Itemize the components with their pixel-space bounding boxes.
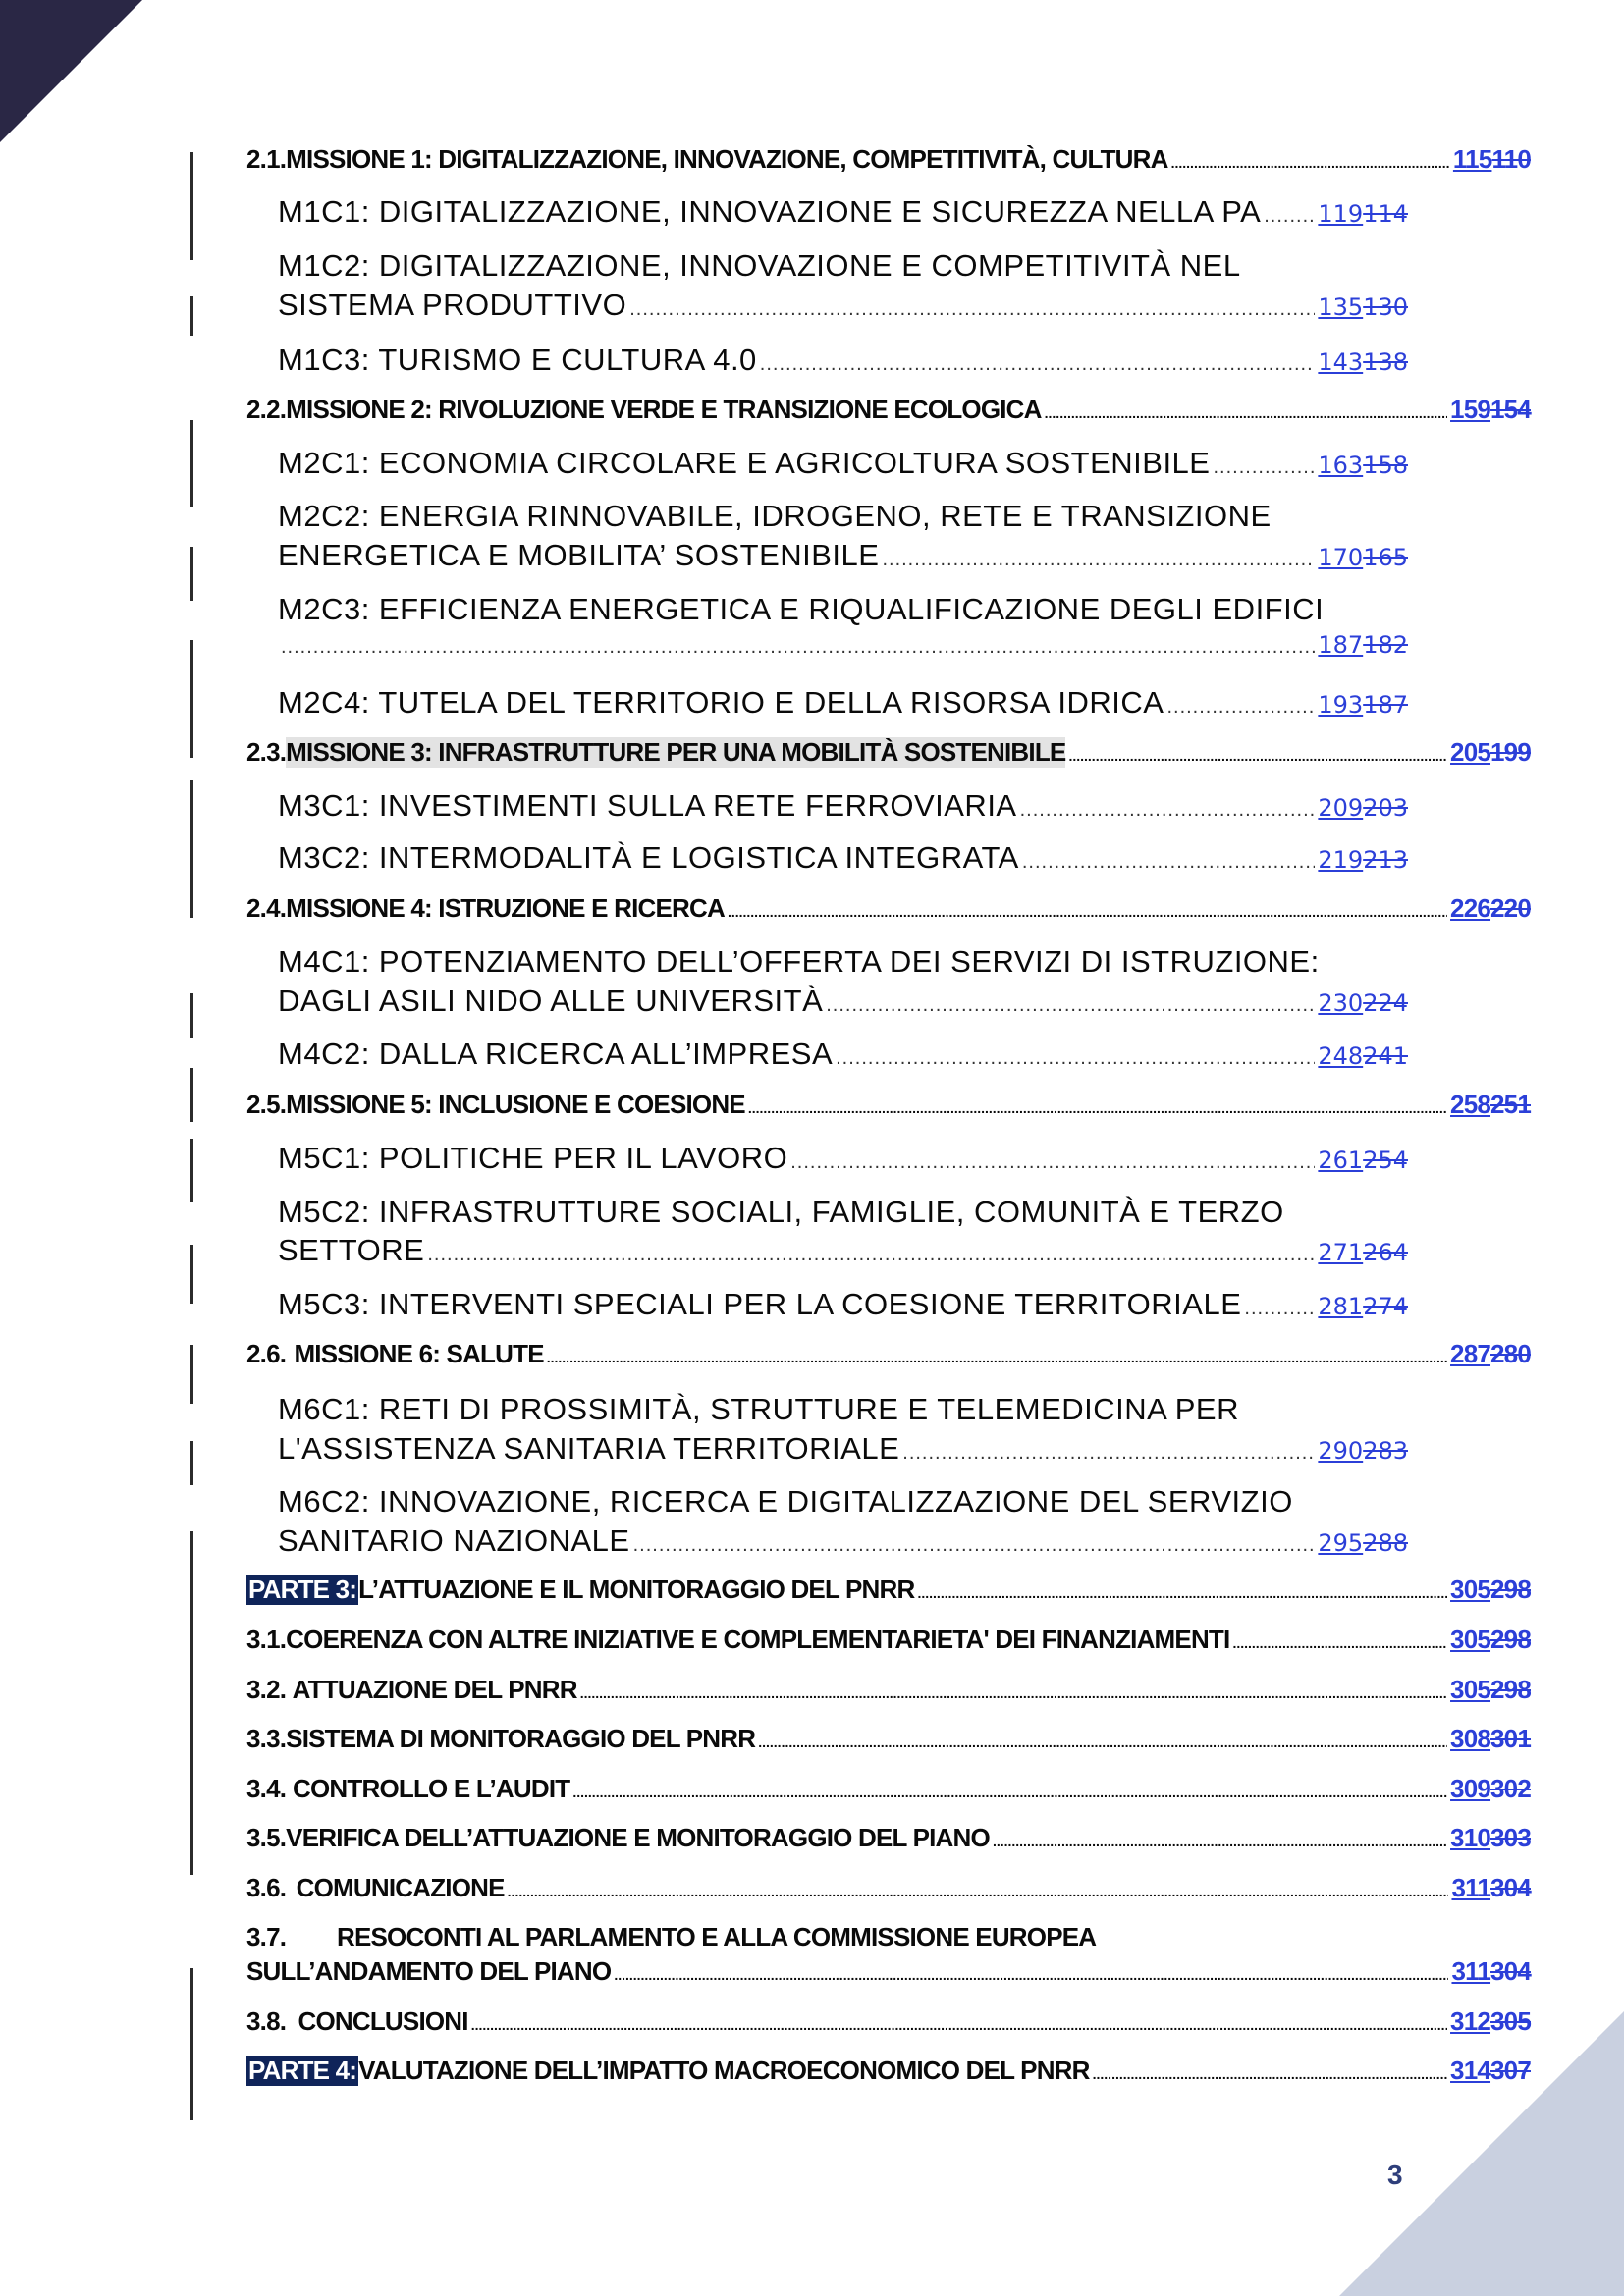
page-number-old-struck: 130 — [1363, 294, 1408, 321]
dot-leader — [758, 1735, 1447, 1750]
toc-entry[interactable] — [278, 446, 1408, 481]
toc-entry[interactable] — [278, 1141, 1408, 1176]
toc-entry[interactable] — [278, 343, 1408, 378]
toc-entry[interactable] — [246, 2056, 1531, 2086]
page-number-new: 295 — [1318, 1529, 1364, 1557]
toc-entry-first-line[interactable] — [278, 248, 1408, 284]
dot-leader — [1068, 748, 1447, 764]
change-bar — [190, 547, 193, 601]
page-reference-link[interactable] — [1318, 544, 1408, 571]
toc-entry-title-line1: RESOCONTI AL PARLAMENTO E ALLA COMMISSIONE EUROPEA — [337, 1922, 1097, 1951]
toc-entry-title: SANITARIO NAZIONALE — [278, 1523, 630, 1558]
page-number-new: 314 — [1450, 2056, 1491, 2085]
toc-entry-title: M5C3: INTERVENTI SPECIALI PER LA COESIONE TERRITORIALE — [278, 1287, 1242, 1321]
toc-entry-number: 3.1. — [246, 1625, 287, 1654]
toc-entry-title: ENERGETICA E MOBILITA’ SOSTENIBILE — [278, 538, 880, 572]
dot-leader — [728, 904, 1447, 920]
toc-entry[interactable] — [246, 395, 1531, 425]
dot-leader — [1045, 405, 1447, 421]
toc-entry[interactable] — [246, 1774, 1531, 1804]
page-number-new: 305 — [1450, 1625, 1491, 1654]
toc-entry-title: M4C2: DALLA RICERCA ALL’IMPRESA — [278, 1037, 834, 1071]
page-number-new: 163 — [1318, 452, 1364, 479]
dot-leader — [836, 1047, 1315, 1070]
page-number-old-struck: 303 — [1490, 1823, 1531, 1852]
page-reference-link[interactable] — [1450, 1625, 1531, 1655]
page-number-old-struck: 280 — [1490, 1339, 1531, 1368]
page-number-old-struck: 301 — [1490, 1724, 1531, 1753]
dot-leader — [427, 1244, 1315, 1266]
page-number-new: 209 — [1318, 794, 1364, 822]
page-number-new: 205 — [1450, 737, 1491, 767]
page-number-old-struck: 220 — [1490, 893, 1531, 923]
toc-entry-number: 3.5. — [246, 1823, 287, 1852]
page-reference-link[interactable] — [1318, 200, 1408, 228]
page-reference-link[interactable] — [1450, 1724, 1531, 1754]
page-reference-link[interactable] — [1318, 631, 1408, 659]
toc-entry[interactable] — [278, 1233, 1408, 1268]
toc-entry[interactable] — [278, 538, 1408, 573]
toc-entry-title: M3C2: INTERMODALITÀ E LOGISTICA INTEGRATA — [278, 840, 1019, 875]
toc-entry[interactable] — [246, 1575, 1531, 1605]
page-number-old-struck: 203 — [1363, 794, 1408, 822]
change-bar — [190, 152, 193, 260]
page-number-old-struck: 264 — [1363, 1239, 1408, 1266]
part-label: PARTE 4: — [248, 2056, 357, 2085]
page-reference-link[interactable] — [1453, 144, 1531, 175]
page-number-old-struck: 307 — [1490, 2056, 1531, 2085]
page-reference-link[interactable] — [1451, 1956, 1531, 1987]
page-number-old-struck: 305 — [1490, 2006, 1531, 2036]
page-number-new: 305 — [1450, 1675, 1491, 1704]
dot-leader — [760, 353, 1316, 376]
dot-leader — [471, 2017, 1447, 2033]
toc-entry[interactable] — [278, 840, 1408, 876]
page-number-old-struck: 224 — [1363, 989, 1408, 1017]
toc-entry-title: COERENZA CON ALTRE INIZIATIVE E COMPLEMENTARIETA' DEI FINANZIAMENTI — [286, 1625, 1230, 1654]
toc-entry-first-line[interactable] — [278, 592, 1408, 627]
page-number-old-struck: 283 — [1363, 1437, 1408, 1465]
dot-leader — [826, 994, 1315, 1017]
toc-entry-first-line[interactable] — [278, 499, 1408, 534]
toc-entry-title: MISSIONE 6: SALUTE — [294, 1339, 544, 1368]
page-reference-link[interactable] — [1451, 1873, 1531, 1903]
corner-decoration-bottom-right — [1339, 2011, 1624, 2296]
page-reference-link[interactable] — [1318, 794, 1408, 822]
page-number-old-struck: 138 — [1363, 348, 1408, 376]
change-bar — [190, 296, 193, 336]
page-number-new: 143 — [1318, 348, 1364, 376]
dot-leader — [1264, 205, 1315, 228]
dot-leader — [614, 1967, 1448, 1983]
page-number-old-struck: 154 — [1490, 395, 1531, 424]
dot-leader — [1232, 1635, 1447, 1651]
toc-entry[interactable] — [246, 893, 1531, 924]
toc-entry[interactable] — [246, 1090, 1531, 1120]
toc-entry-number: 2.2. — [246, 395, 287, 424]
page-number-old-struck: 251 — [1490, 1090, 1531, 1119]
toc-entry-title: MISSIONE 3: INFRASTRUTTURE PER UNA MOBILITÀ SOSTENIBILE — [286, 737, 1066, 767]
dot-leader — [917, 1585, 1447, 1601]
page-reference-link[interactable] — [1318, 1529, 1408, 1557]
toc-entry-first-line[interactable] — [246, 1922, 1531, 1952]
dot-leader — [580, 1685, 1447, 1701]
toc-entry-title: MISSIONE 2: RIVOLUZIONE VERDE E TRANSIZIONE ECOLOGICA — [286, 395, 1042, 424]
page-number-old-struck: 288 — [1363, 1529, 1408, 1557]
dot-leader — [1020, 799, 1316, 822]
change-bar — [190, 1345, 193, 1404]
page-reference-link[interactable] — [1450, 1575, 1531, 1605]
toc-entry[interactable] — [278, 1431, 1408, 1467]
toc-entry-title: MISSIONE 5: INCLUSIONE E COESIONE — [286, 1090, 745, 1119]
dot-leader — [993, 1834, 1447, 1849]
change-bar — [190, 780, 193, 918]
page-number-new: 261 — [1318, 1147, 1364, 1174]
page-number-new: 311 — [1451, 1956, 1491, 1986]
page-number-old-struck: 110 — [1491, 144, 1531, 174]
part-label: PARTE 3: — [248, 1575, 357, 1604]
toc-entry[interactable] — [278, 288, 1408, 323]
toc-entry[interactable] — [246, 1823, 1531, 1853]
toc-entry-title: DAGLI ASILI NIDO ALLE UNIVERSITÀ — [278, 984, 824, 1018]
dot-leader — [1022, 851, 1316, 874]
toc-entry[interactable] — [278, 685, 1408, 721]
dot-leader — [633, 1534, 1316, 1557]
dot-leader — [1213, 456, 1315, 479]
page-number-new: 159 — [1450, 395, 1491, 424]
page-reference-link[interactable] — [1450, 1823, 1531, 1853]
toc-entry-number: 2.3. — [246, 737, 287, 767]
toc-entry-title-line1: M6C1: RETI DI PROSSIMITÀ, STRUTTURE E TELEMEDICINA PER — [278, 1392, 1239, 1426]
toc-entry-number: 2.4. — [246, 893, 287, 923]
toc-entry-title: M2C4: TUTELA DEL TERRITORIO E DELLA RISORSA IDRICA — [278, 685, 1164, 720]
toc-entry-title: M1C1: DIGITALIZZAZIONE, INNOVAZIONE E SICUREZZA NELLA PA — [278, 194, 1262, 229]
toc-entry-number: 3.8. — [246, 2006, 287, 2036]
page-number-new: 271 — [1318, 1239, 1364, 1266]
toc-entry-title-line1: M6C2: INNOVAZIONE, RICERCA E DIGITALIZZAZIONE DEL SERVIZIO — [278, 1484, 1293, 1519]
page-reference-link[interactable] — [1318, 989, 1408, 1017]
page-number-old-struck: 165 — [1363, 544, 1408, 571]
dot-leader — [1093, 2066, 1447, 2082]
toc-entry[interactable] — [278, 1523, 1408, 1559]
toc-entry-number: 2.6. — [246, 1339, 287, 1368]
toc-entry-title: MISSIONE 4: ISTRUZIONE E RICERCA — [286, 893, 725, 923]
page-reference-link[interactable] — [1318, 1437, 1408, 1465]
page-number-new: 248 — [1318, 1042, 1364, 1070]
toc-entry[interactable] — [278, 194, 1408, 230]
toc-entry-first-line[interactable] — [278, 1195, 1408, 1230]
toc-entry-title: MISSIONE 1: DIGITALIZZAZIONE, INNOVAZIONE, COMPETITIVITÀ, CULTURA — [286, 144, 1168, 174]
page-number-new: 119 — [1318, 200, 1364, 228]
toc-entry-first-line[interactable] — [278, 1484, 1408, 1520]
page-number: 3 — [1387, 2160, 1403, 2190]
toc-entry[interactable] — [278, 984, 1408, 1019]
page-reference-link[interactable] — [1450, 737, 1531, 768]
page-number-new: 310 — [1450, 1823, 1491, 1852]
page-reference-link[interactable] — [1450, 1675, 1531, 1705]
page-reference-link[interactable] — [1318, 452, 1408, 479]
page-number-old-struck: 158 — [1363, 452, 1408, 479]
page-number-old-struck: 114 — [1363, 200, 1408, 228]
change-bar — [190, 1245, 193, 1304]
toc-entry[interactable] — [246, 1675, 1531, 1705]
toc-entry-number: 3.2. — [246, 1675, 287, 1704]
page-reference-link[interactable] — [1318, 1239, 1408, 1266]
page-number-old-struck: 199 — [1490, 737, 1531, 767]
page-reference-link[interactable] — [1450, 1090, 1531, 1120]
toc-entry[interactable] — [246, 2006, 1531, 2037]
page-reference-link[interactable] — [1450, 1339, 1531, 1369]
dot-leader — [547, 1350, 1447, 1365]
toc-entry-number: 3.7. — [246, 1922, 287, 1951]
change-bar — [190, 420, 193, 507]
page-number-old-struck: 298 — [1490, 1625, 1531, 1654]
toc-entry-number: 3.3. — [246, 1724, 287, 1753]
page-number-new: 115 — [1452, 144, 1492, 174]
page-number-old-struck: 298 — [1490, 1675, 1531, 1704]
page-number-new: 308 — [1450, 1724, 1491, 1753]
page-number-new: 311 — [1451, 1873, 1491, 1902]
page-reference-link[interactable] — [1318, 1042, 1408, 1070]
page-reference-link[interactable] — [1318, 294, 1408, 321]
page-number-new: 312 — [1450, 2006, 1491, 2036]
toc-entry[interactable] — [278, 788, 1408, 824]
toc-entry-title: L’ATTUAZIONE E IL MONITORAGGIO DEL PNRR — [358, 1575, 915, 1604]
toc-entry[interactable] — [246, 1625, 1531, 1655]
dot-leader — [281, 636, 1315, 659]
page-number-old-struck: 213 — [1363, 846, 1408, 874]
toc-entry-title: ATTUAZIONE DEL PNRR — [292, 1675, 577, 1704]
page-number-new: 170 — [1318, 544, 1364, 571]
dot-leader — [572, 1785, 1447, 1800]
toc-entry-number: 3.4. — [246, 1774, 287, 1803]
toc-entry[interactable] — [278, 1287, 1408, 1322]
page-number-new: 230 — [1318, 989, 1364, 1017]
toc-entry[interactable] — [246, 1724, 1531, 1754]
toc-entry[interactable] — [246, 1956, 1531, 1987]
toc-entry-number: 3.6. — [246, 1873, 287, 1902]
page-reference-link[interactable] — [1318, 348, 1408, 376]
page-number-new: 193 — [1318, 691, 1364, 719]
change-bar — [190, 1531, 193, 1875]
corner-decoration-top-left — [0, 0, 142, 142]
toc-entry-first-line[interactable] — [278, 944, 1408, 980]
toc-entry[interactable] — [246, 1873, 1531, 1903]
toc-entry-title-line1: M5C2: INFRASTRUTTURE SOCIALI, FAMIGLIE, COMUNITÀ E TERZO — [278, 1195, 1284, 1229]
change-bar — [190, 993, 193, 1038]
toc-entry-title: CONCLUSIONI — [298, 2006, 468, 2036]
dot-leader — [1166, 696, 1315, 719]
page-number-old-struck: 302 — [1490, 1774, 1531, 1803]
toc-entry-title-line1: M4C1: POTENZIAMENTO DELL’OFFERTA DEI SERVIZI DI ISTRUZIONE: — [278, 944, 1320, 979]
page-number-old-struck: 241 — [1363, 1042, 1408, 1070]
page-reference-link[interactable] — [1318, 846, 1408, 874]
change-bar — [190, 640, 193, 758]
page-reference-link[interactable] — [1450, 395, 1531, 425]
page-number-new: 226 — [1450, 893, 1491, 923]
page-number-new: 309 — [1450, 1774, 1491, 1803]
page-number-new: 305 — [1450, 1575, 1491, 1604]
dot-leader — [1171, 155, 1450, 171]
toc-entry-title: M1C3: TURISMO E CULTURA 4.0 — [278, 343, 757, 377]
toc-entry-title: COMUNICAZIONE — [296, 1873, 505, 1902]
toc-entry-title: SETTORE — [278, 1233, 425, 1267]
toc-entry-title: SISTEMA DI MONITORAGGIO DEL PNRR — [286, 1724, 756, 1753]
page-number-old-struck: 304 — [1490, 1956, 1531, 1986]
toc-entry-title: M5C1: POLITICHE PER IL LAVORO — [278, 1141, 788, 1175]
page-number-old-struck: 298 — [1490, 1575, 1531, 1604]
toc-entry-title: M3C1: INVESTIMENTI SULLA RETE FERROVIARIA — [278, 788, 1017, 823]
page-number-new: 219 — [1318, 846, 1364, 874]
toc-entry[interactable] — [278, 1037, 1408, 1072]
dot-leader — [1244, 1298, 1315, 1320]
dot-leader — [508, 1884, 1449, 1899]
page-number-new: 187 — [1318, 631, 1364, 659]
dot-leader — [748, 1100, 1447, 1116]
dot-leader — [629, 298, 1315, 321]
page-reference-link[interactable] — [1450, 893, 1531, 924]
toc-entry-title: VALUTAZIONE DELL’IMPATTO MACROECONOMICO DEL PNRR — [358, 2056, 1090, 2085]
toc-entry-number: 2.1. — [246, 144, 287, 174]
toc-entry-first-line[interactable] — [278, 1392, 1408, 1427]
page-number-old-struck: 274 — [1363, 1293, 1408, 1320]
dot-leader — [902, 1442, 1315, 1465]
page-reference-link[interactable] — [1450, 2006, 1531, 2037]
toc-entry-title: CONTROLLO E L’AUDIT — [293, 1774, 570, 1803]
toc-entry-title: SISTEMA PRODUTTIVO — [278, 288, 627, 322]
toc-entry-title-line1: M2C3: EFFICIENZA ENERGETICA E RIQUALIFICAZIONE DEGLI EDIFICI — [278, 592, 1325, 626]
toc-entry-title-line1: M1C2: DIGITALIZZAZIONE, INNOVAZIONE E COMPETITIVITÀ NEL — [278, 248, 1241, 283]
change-bar — [190, 1968, 193, 2120]
page-reference-link[interactable] — [1318, 1147, 1408, 1174]
toc-entry-title: L'ASSISTENZA SANITARIA TERRITORIALE — [278, 1431, 900, 1466]
page-number-new: 290 — [1318, 1437, 1364, 1465]
page-number-new: 287 — [1450, 1339, 1491, 1368]
change-bar — [190, 1139, 193, 1202]
page-reference-link[interactable] — [1318, 1293, 1408, 1320]
toc-entry[interactable] — [246, 144, 1531, 175]
page-number-old-struck: 304 — [1490, 1873, 1531, 1902]
toc-entry-title: M2C1: ECONOMIA CIRCOLARE E AGRICOLTURA SOSTENIBILE — [278, 446, 1211, 480]
toc-entry-number: 2.5. — [246, 1090, 287, 1119]
toc-entry-title: VERIFICA DELL’ATTUAZIONE E MONITORAGGIO DEL PIANO — [286, 1823, 990, 1852]
page-number-old-struck: 182 — [1363, 631, 1408, 659]
page-number-new: 258 — [1450, 1090, 1491, 1119]
toc-entry-title: SULL’ANDAMENTO DEL PIANO — [246, 1956, 612, 1986]
page-number-old-struck: 254 — [1363, 1147, 1408, 1174]
change-bar — [190, 1068, 193, 1122]
change-bar — [190, 1441, 193, 1485]
toc-entry-title-line1: M2C2: ENERGIA RINNOVABILE, IDROGENO, RETE E TRANSIZIONE — [278, 499, 1272, 533]
dot-leader — [790, 1151, 1315, 1174]
toc-entry[interactable] — [246, 737, 1531, 768]
page-number-new: 281 — [1318, 1293, 1364, 1320]
dot-leader — [882, 549, 1315, 571]
page-number-new: 135 — [1318, 294, 1364, 321]
page-reference-link[interactable] — [1450, 2056, 1531, 2086]
toc-entry[interactable] — [278, 631, 1408, 659]
toc-entry[interactable] — [246, 1339, 1531, 1369]
page-number-old-struck: 187 — [1363, 691, 1408, 719]
page-reference-link[interactable] — [1318, 691, 1408, 719]
page-reference-link[interactable] — [1450, 1774, 1531, 1804]
